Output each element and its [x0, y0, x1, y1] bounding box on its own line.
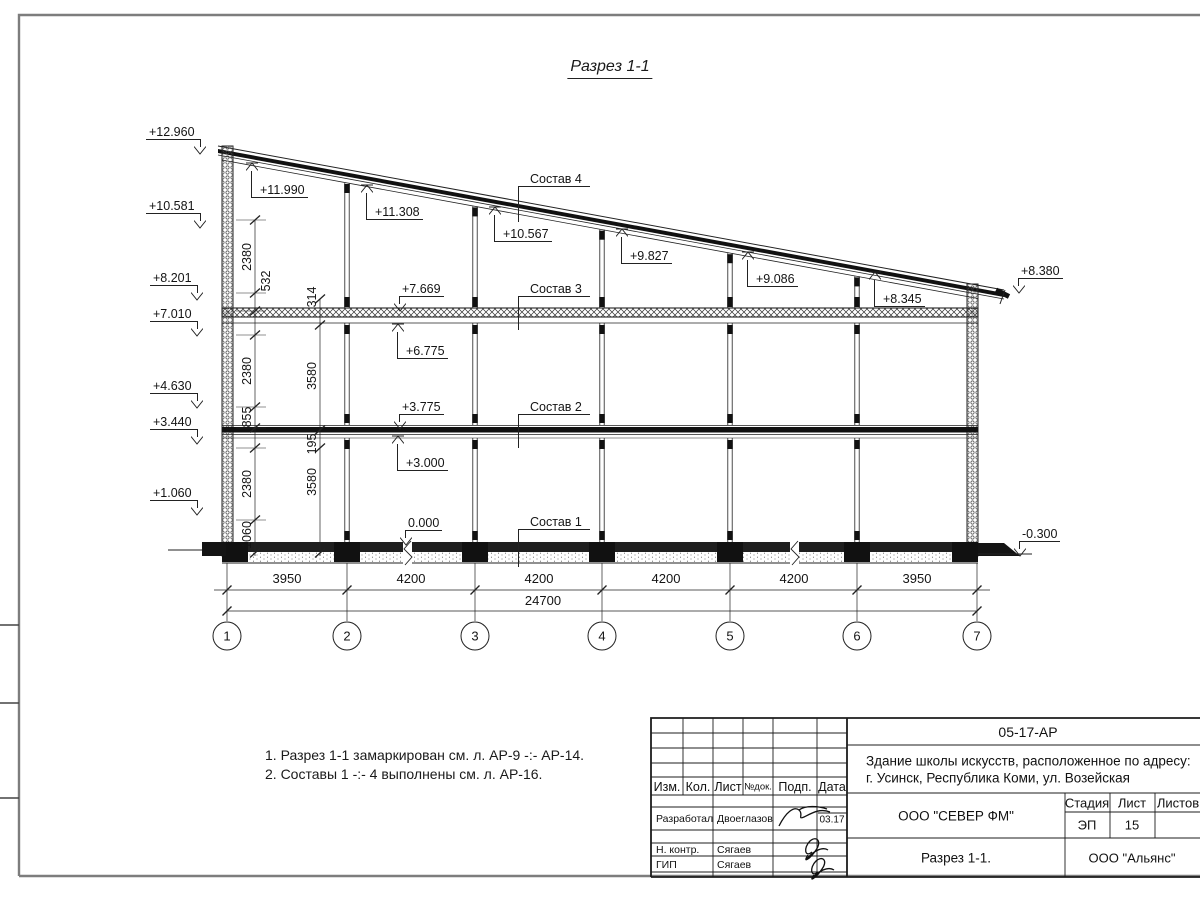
- elevation-mark: [621, 247, 672, 264]
- tb-stage-value: ЭП: [1077, 817, 1097, 833]
- tb-col-date: Дата: [818, 779, 846, 794]
- elevation-value: +12.960: [149, 125, 195, 139]
- elevation-value: +7.669: [402, 282, 441, 296]
- elevation-arrow-stem: [397, 332, 398, 358]
- elevation-arrow-stem: [494, 215, 495, 241]
- vertical-dimension-label: 855: [240, 406, 254, 428]
- elevation-mark: [146, 197, 201, 214]
- axis-number: 4: [598, 628, 606, 644]
- elevation-mark: [251, 181, 308, 198]
- elevation-value: +1.060: [153, 486, 192, 500]
- vertical-dimension-label: 3580: [305, 468, 319, 496]
- elevation-value: +8.345: [883, 292, 922, 306]
- elevation-mark: [150, 413, 198, 430]
- elevation-arrowhead-icon: [400, 537, 412, 546]
- tb-role: ГИП: [656, 858, 677, 871]
- tb-project-line1: Здание школы искусств, расположенное по адресу:: [866, 753, 1191, 769]
- elevation-arrow-stem: [874, 280, 875, 306]
- tb-role: Разработал: [656, 812, 714, 825]
- tb-col-kol: Кол.: [685, 779, 711, 794]
- elevation-arrowhead-icon: [392, 435, 404, 444]
- elevation-arrowhead-icon: [361, 184, 373, 193]
- elevation-mark: [399, 280, 444, 297]
- tb-role: Н. контр.: [656, 843, 700, 856]
- leader-line: [518, 414, 519, 448]
- tb-sheet-number: 15: [1124, 817, 1140, 833]
- elevation-value: +6.775: [406, 344, 445, 358]
- elevation-arrowhead-icon: [191, 292, 203, 301]
- elevation-mark: [494, 225, 552, 242]
- elevation-arrow-stem: [397, 444, 398, 470]
- leader-line: [518, 186, 519, 222]
- axis-number: 6: [853, 628, 861, 644]
- elevation-value: +9.086: [756, 272, 795, 286]
- horizontal-dimension-label: 4200: [779, 571, 809, 586]
- tb-name: Сягаев: [717, 843, 752, 856]
- elevation-arrowhead-icon: [194, 146, 206, 155]
- elevation-mark: [150, 484, 198, 501]
- tb-organization: ООО "СЕВЕР ФМ": [898, 808, 1014, 824]
- elevation-arrowhead-icon: [392, 323, 404, 332]
- elevation-value: +11.308: [375, 205, 420, 219]
- tb-col-list: Лист: [714, 779, 742, 794]
- tb-col-izm: Изм.: [653, 779, 681, 794]
- elevation-arrowhead-icon: [742, 251, 754, 260]
- elevation-arrowhead-icon: [191, 507, 203, 516]
- elevation-arrow-stem: [747, 260, 748, 286]
- horizontal-dimension-label: 3950: [902, 571, 932, 586]
- elevation-arrowhead-icon: [489, 206, 501, 215]
- note-line: 2. Составы 1 -:- 4 выполнены см. л. АР-16.: [265, 766, 543, 782]
- tb-date-value: 03.17: [819, 814, 845, 826]
- elevation-mark: [366, 203, 423, 220]
- elevation-mark: [397, 342, 448, 359]
- axis-number: 1: [223, 628, 231, 644]
- drawing-title: Разрез 1-1: [567, 58, 652, 79]
- tb-name: Сягаев: [717, 858, 752, 871]
- elevation-mark: [150, 305, 198, 322]
- composition-label: [518, 398, 590, 415]
- elevation-value: +9.827: [630, 249, 669, 263]
- elevation-arrowhead-icon: [1014, 548, 1026, 557]
- tb-drawing-name: Разрез 1-1.: [920, 850, 992, 866]
- tb-project-line2: г. Усинск, Республика Коми, ул. Возейская: [866, 770, 1130, 786]
- horizontal-dimension-label: 4200: [396, 571, 426, 586]
- elevation-value: 0.000: [408, 516, 440, 530]
- elevation-arrowhead-icon: [869, 271, 881, 280]
- horizontal-dimension-label: 4200: [651, 571, 681, 586]
- elevation-value: +7.010: [153, 307, 192, 321]
- elevation-arrow-stem: [621, 237, 622, 263]
- elevation-arrowhead-icon: [1013, 285, 1025, 294]
- tb-col-sign: Подп.: [778, 779, 812, 794]
- elevation-arrowhead-icon: [394, 421, 406, 430]
- composition-label-text: Состав 1: [530, 515, 582, 529]
- note-line: 1. Разрез 1-1 замаркирован см. л. АР-9 -:- АР-14.: [265, 747, 585, 763]
- elevation-mark: [150, 377, 198, 394]
- drawing-notes: [265, 746, 584, 784]
- elevation-value: +3.000: [406, 456, 445, 470]
- vertical-dimension-label: 532: [259, 270, 273, 292]
- leader-line: [518, 529, 519, 567]
- elevation-mark: [399, 398, 444, 415]
- elevation-mark: [150, 269, 198, 286]
- elevation-mark: [1019, 525, 1060, 542]
- axis-number: 5: [726, 628, 734, 644]
- total-dimension-label: 24700: [524, 593, 562, 608]
- tb-stage-label: Стадия: [1064, 795, 1110, 811]
- horizontal-dimension-label: 4200: [524, 571, 554, 586]
- elevation-value: +11.990: [260, 183, 305, 197]
- axis-number: 3: [471, 628, 479, 644]
- vertical-dimension-label: 2380: [240, 243, 254, 271]
- elevation-mark: [1018, 262, 1063, 279]
- elevation-arrowhead-icon: [191, 436, 203, 445]
- elevation-arrowhead-icon: [194, 220, 206, 229]
- composition-label-text: Состав 4: [530, 172, 582, 186]
- elevation-value: +4.630: [153, 379, 192, 393]
- composition-label: [518, 280, 590, 297]
- elevation-mark: [397, 454, 448, 471]
- elevation-arrow-stem: [366, 193, 367, 219]
- tb-document-code: 05-17-АР: [998, 724, 1058, 740]
- horizontal-dimension-label: 3950: [272, 571, 302, 586]
- elevation-mark: [405, 514, 442, 531]
- elevation-arrowhead-icon: [191, 400, 203, 409]
- tb-col-doc: №док.: [744, 781, 772, 793]
- axis-number: 2: [343, 628, 351, 644]
- elevation-arrowhead-icon: [616, 228, 628, 237]
- composition-label: [518, 170, 590, 187]
- tb-name: Двоеглазов: [717, 812, 773, 825]
- vertical-dimension-label: 314: [305, 286, 319, 308]
- vertical-dimension-label: 195: [305, 433, 319, 455]
- tb-sheets-label: Листов: [1156, 795, 1200, 811]
- tb-sheet-label: Лист: [1117, 795, 1147, 811]
- vertical-dimension-label: 1060: [240, 521, 254, 549]
- elevation-value: +3.440: [153, 415, 192, 429]
- vertical-dimension-label: 2380: [240, 357, 254, 385]
- elevation-mark: [146, 123, 201, 140]
- elevation-value: +8.380: [1021, 264, 1060, 278]
- elevation-mark: [874, 290, 925, 307]
- elevation-arrowhead-icon: [191, 328, 203, 337]
- elevation-value: +8.201: [153, 271, 192, 285]
- elevation-value: -0.300: [1022, 527, 1058, 541]
- leader-line: [518, 296, 519, 330]
- elevation-value: +10.581: [149, 199, 195, 213]
- tb-contractor: ООО "Альянс": [1088, 850, 1176, 866]
- elevation-value: +3.775: [402, 400, 441, 414]
- composition-label-text: Состав 2: [530, 400, 582, 414]
- composition-label-text: Состав 3: [530, 282, 582, 296]
- elevation-mark: [747, 270, 798, 287]
- elevation-arrowhead-icon: [394, 303, 406, 312]
- elevation-arrowhead-icon: [246, 162, 258, 171]
- elevation-value: +10.567: [503, 227, 549, 241]
- vertical-dimension-label: 3580: [305, 362, 319, 390]
- axis-number: 7: [973, 628, 981, 644]
- composition-label: [518, 513, 590, 530]
- elevation-arrow-stem: [251, 171, 252, 197]
- vertical-dimension-label: 2380: [240, 470, 254, 498]
